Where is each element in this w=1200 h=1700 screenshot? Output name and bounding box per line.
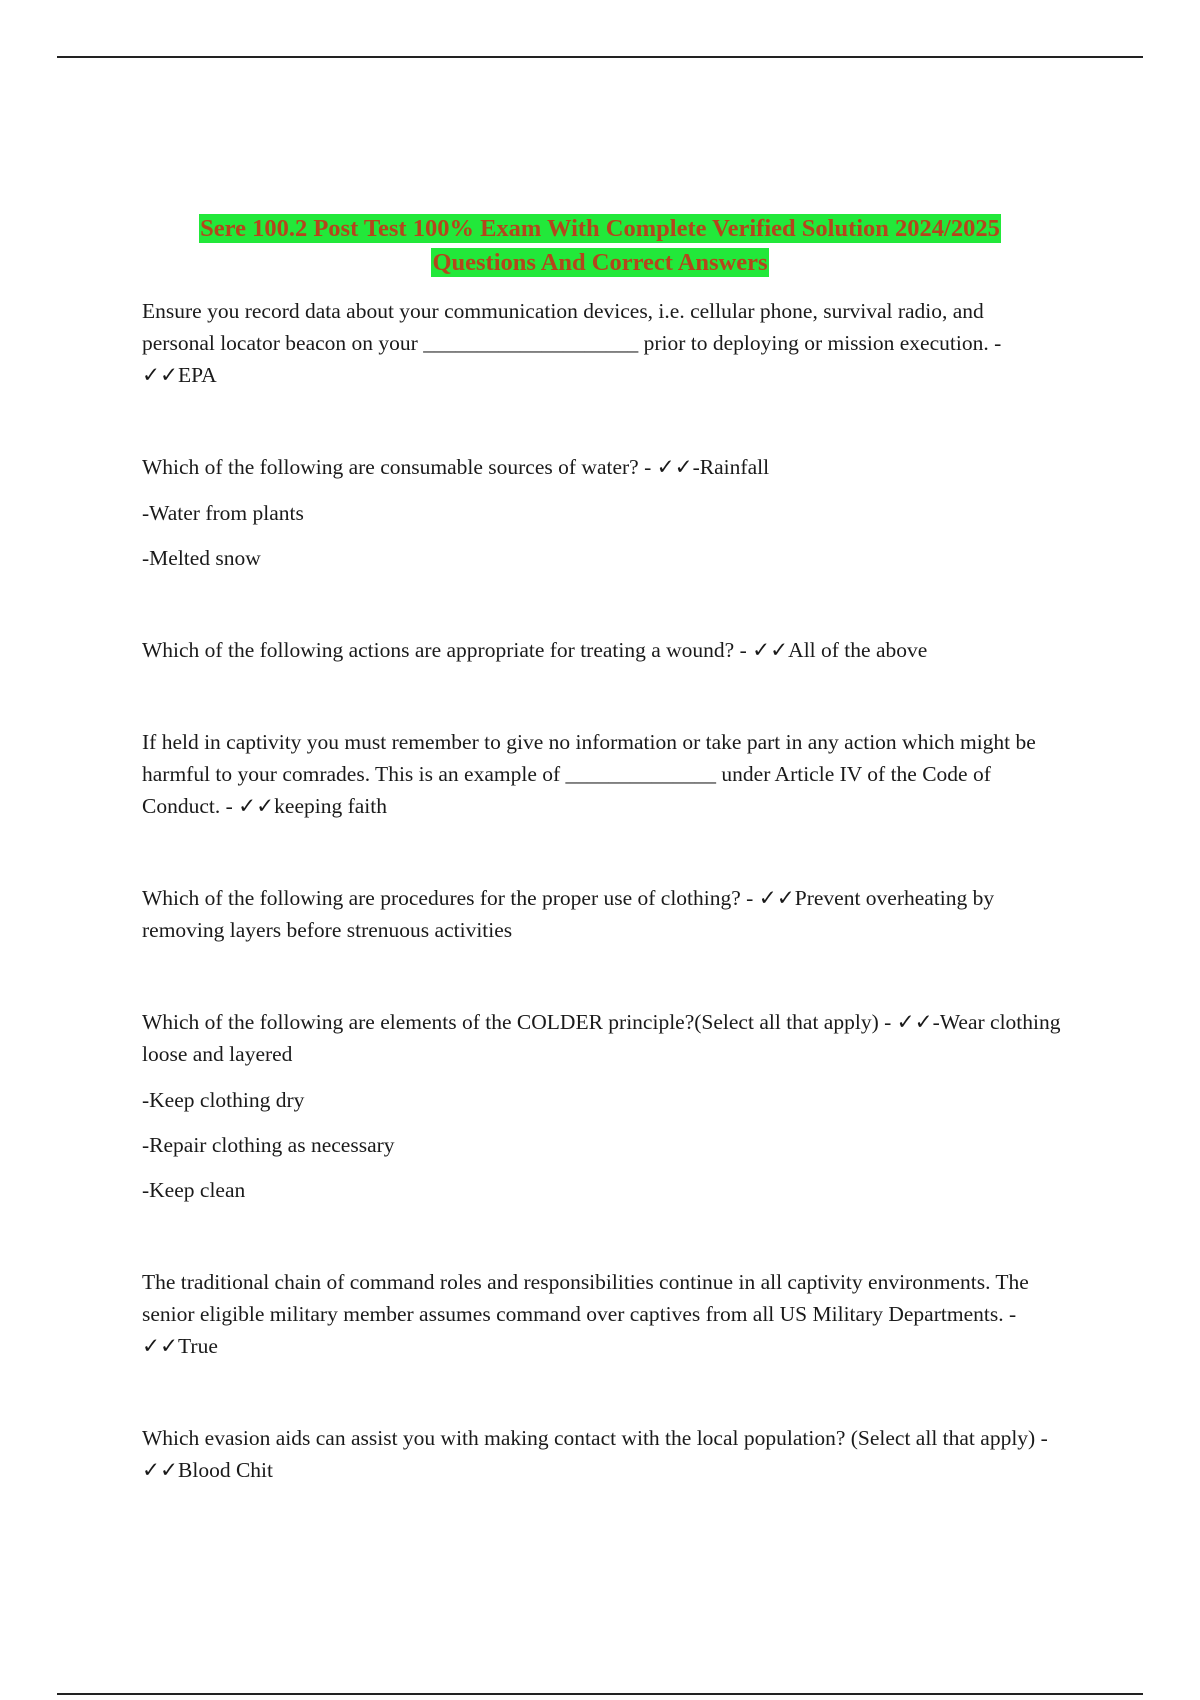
- question-item-4: [142, 726, 1062, 822]
- answer-option: -Keep clean: [142, 1178, 246, 1202]
- footer-rule: [57, 1693, 1143, 1695]
- question-text: Which of the following are consumable sources of water? - ✓✓-Rainfall: [142, 455, 770, 479]
- title-line-1: Sere 100.2 Post Test 100% Exam With Complete Verified Solution 2024/2025: [200, 215, 1000, 242]
- question-list: [142, 295, 1062, 1546]
- question-text: Which of the following are elements of the COLDER principle?(Select all that apply) - ✓✓-Wear clothing loose and layered: [142, 1010, 1061, 1066]
- answer-option: -Water from plants: [142, 501, 304, 525]
- question-text: Which evasion aids can assist you with making contact with the local population? (Select all that apply) - ✓✓Blood Chit: [142, 1426, 1048, 1482]
- title-line-2: Questions And Correct Answers: [432, 249, 768, 276]
- question-item-1: [142, 295, 1062, 391]
- document-title: [100, 212, 1100, 280]
- question-text: Ensure you record data about your communication devices, i.e. cellular phone, survival radio, and personal locator beacon on your ____________________ prior to deploying or mission execution. - ✓✓EPA: [142, 299, 1002, 387]
- question-text: If held in captivity you must remember to give no information or take part in any action which might be harmful to your comrades. This is an example of ______________ under Article IV of the Code of Conduct. - ✓✓keeping faith: [142, 730, 1036, 818]
- header-rule: [57, 56, 1143, 58]
- question-text: The traditional chain of command roles and responsibilities continue in all captivity environments. The senior eligible military member assumes command over captives from all US Military Departments. - ✓✓True: [142, 1270, 1029, 1358]
- question-text: Which of the following actions are appropriate for treating a wound? - ✓✓All of the above: [142, 638, 928, 662]
- question-item-2: [142, 451, 1062, 574]
- question-item-7: [142, 1266, 1062, 1362]
- question-item-8: [142, 1422, 1062, 1486]
- question-item-3: [142, 634, 1062, 666]
- question-text: Which of the following are procedures for the proper use of clothing? - ✓✓Prevent overheating by removing layers before strenuous activities: [142, 886, 995, 942]
- answer-option: -Melted snow: [142, 546, 261, 570]
- question-item-6: [142, 1006, 1062, 1206]
- answer-option: -Keep clothing dry: [142, 1088, 305, 1112]
- question-item-5: [142, 882, 1062, 946]
- answer-option: -Repair clothing as necessary: [142, 1133, 395, 1157]
